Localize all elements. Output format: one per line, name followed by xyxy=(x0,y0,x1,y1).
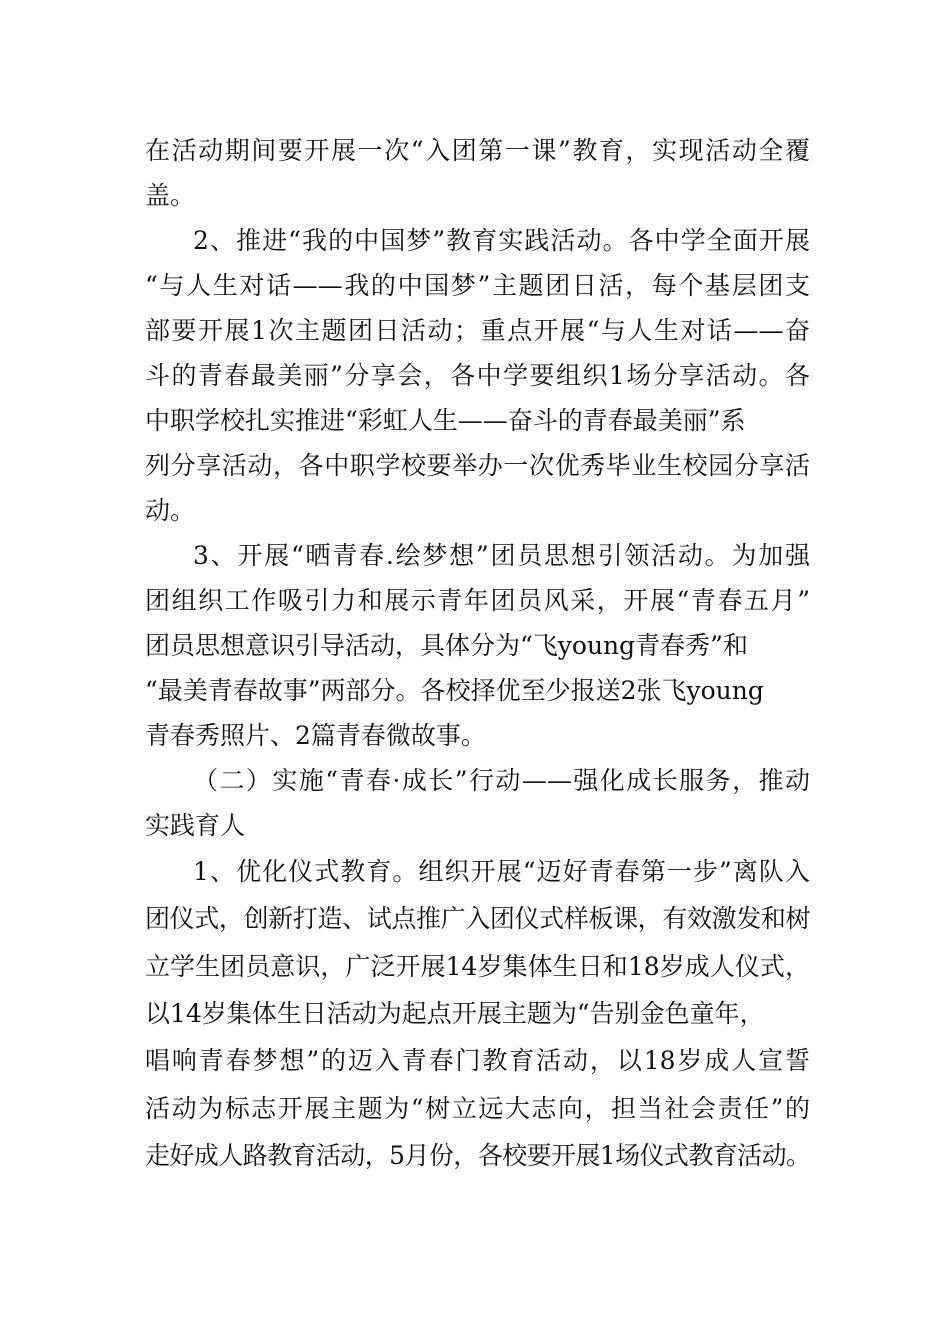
paragraph-line: 青春秀照片、2篇青春微故事。 xyxy=(145,721,486,750)
paragraph-line: 团组织工作吸引力和展示青年团员风采，开展“青春五月” xyxy=(145,586,810,615)
section-heading: 实践育人 xyxy=(145,811,246,840)
paragraph-line: 团员思想意识引导活动，具体分为“飞young青春秀”和 xyxy=(145,631,748,660)
paragraph-line: 部要开展1次主题团日活动；重点开展“与人生对话——奋 xyxy=(145,316,810,345)
paragraph-line: 3、开展“晒青春.绘梦想”团员思想引领活动。为加强 xyxy=(193,541,810,570)
paragraph-line: “最美青春故事”两部分。各校择优至少报送2张飞young xyxy=(145,676,764,705)
paragraph-line: 以14岁集体生日活动为起点开展主题为“告别金色童年， xyxy=(145,999,765,1028)
paragraph-line: 盖。 xyxy=(145,181,196,210)
paragraph-line: 动。 xyxy=(145,496,196,525)
paragraph-line: 活动为标志开展主题为“树立远大志向，担当社会责任”的 xyxy=(145,1094,810,1123)
paragraph-line: 在活动期间要开展一次“入团第一课”教育，实现活动全覆 xyxy=(145,136,810,165)
paragraph-line: “与人生对话——我的中国梦”主题团日活，每个基层团支 xyxy=(145,271,810,300)
paragraph-line: 1、优化仪式教育。组织开展“迈好青春第一步”离队入 xyxy=(193,857,810,886)
paragraph-line: 列分享活动，各中职学校要举办一次优秀毕业生校园分享活 xyxy=(145,451,810,480)
paragraph-line: 团仪式，创新打造、试点推广入团仪式样板课，有效激发和树 xyxy=(145,904,810,933)
paragraph-line: 斗的青春最美丽”分享会，各中学要组织1场分享活动。各 xyxy=(145,361,810,390)
paragraph-line: 立学生团员意识，广泛开展14岁集体生日和18岁成人仪式， xyxy=(145,952,810,981)
paragraph-line: 2、推进“我的中国梦”教育实践活动。各中学全面开展 xyxy=(193,226,810,255)
paragraph-line: 走好成人路教育活动，5月份，各校要开展1场仪式教育活动。 xyxy=(145,1141,810,1170)
paragraph-line: 中职学校扎实推进“彩虹人生——奋斗的青春最美丽”系 xyxy=(145,406,746,435)
section-heading: （二）实施“青春·成长”行动——强化成长服务，推动 xyxy=(193,766,810,795)
paragraph-line: 唱响青春梦想”的迈入青春门教育活动，以18岁成人宣誓 xyxy=(145,1046,810,1075)
